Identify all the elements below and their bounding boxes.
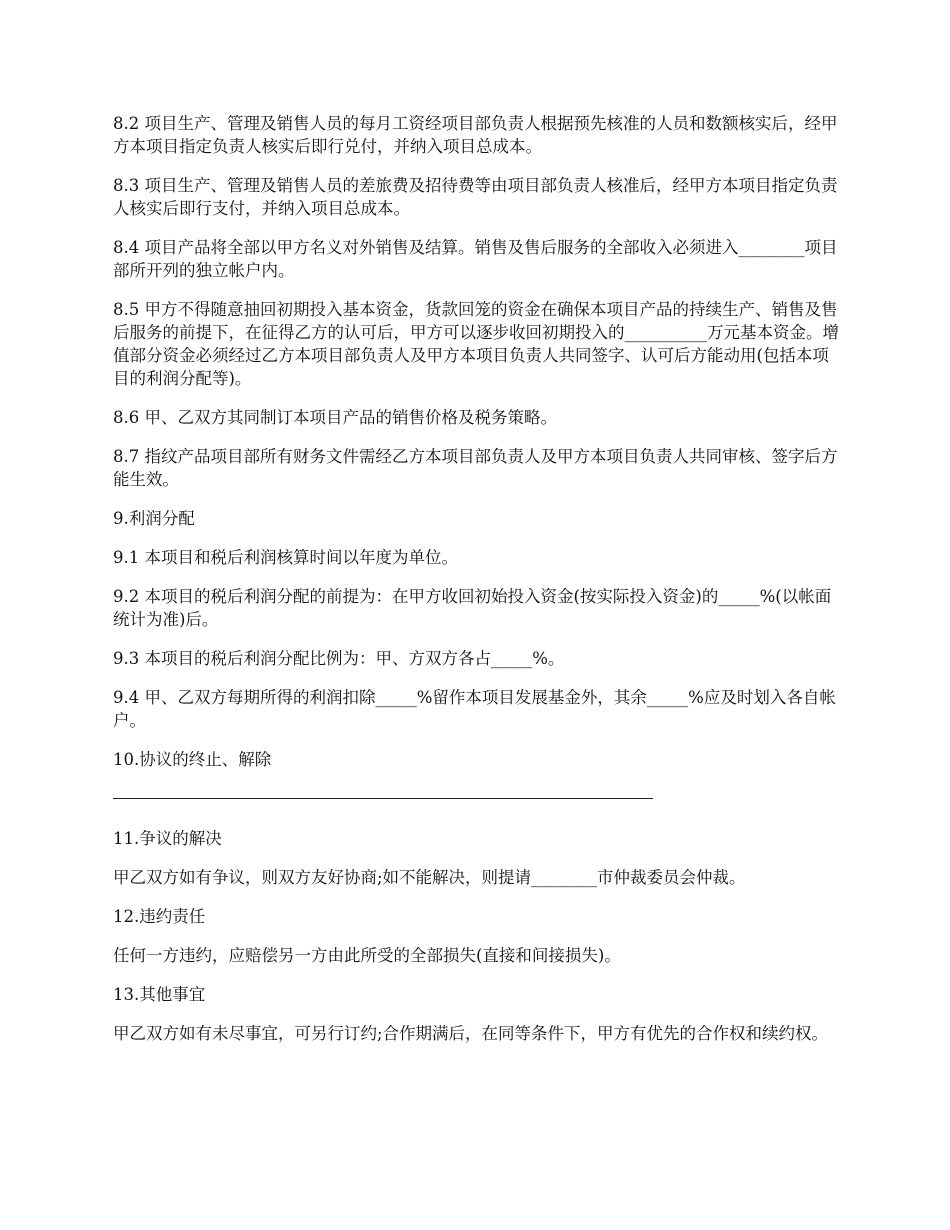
clause-9-1: 9.1 本项目和税后利润核算时间以年度为单位。 xyxy=(113,548,458,567)
clause-13-text: 甲乙双方如有未尽事宜，可另行订约;合作期满后，在同等条件下，甲方有优先的合作权和续约权。 xyxy=(113,1024,829,1043)
section-11-heading: 11.争议的解决 xyxy=(113,829,222,848)
clause-9-2: 9.2 本项目的税后利润分配的前提为：在甲方收回初始投入资金(按实际投入资金)的_____%(以帐面统计为准)后。 xyxy=(113,587,832,629)
section-9-heading: 9.利润分配 xyxy=(113,509,195,528)
section-12-heading: 12.违约责任 xyxy=(113,907,206,926)
document-page xyxy=(113,112,843,1061)
blank-fill-line xyxy=(113,797,653,799)
section-10-heading: 10.协议的终止、解除 xyxy=(113,750,272,769)
clause-8-7: 8.7 指纹产品项目部所有财务文件需经乙方本项目部负责人及甲方本项目负责人共同审核、签字后方能生效。 xyxy=(113,447,838,489)
clause-8-5: 8.5 甲方不得随意抽回初期投入基本资金，货款回笼的资金在确保本项目产品的持续生产、销售及售后服务的前提下，在征得乙方的认可后，甲方可以逐步收回初期投入的__________万元基本资金。增值部分资金必须经过乙方本项目部负责人及甲方本项目负责人共同签字、认可后方能动用(包括本项目的利润分配等)。 xyxy=(113,300,839,388)
clause-11-text: 甲乙双方如有争议，则双方友好协商;如不能解决，则提请________市仲裁委员会仲裁。 xyxy=(113,868,746,887)
clause-8-2: 8.2 项目生产、管理及销售人员的每月工资经项目部负责人根据预先核准的人员和数额核实后，经甲方本项目指定负责人核实后即行兑付，并纳入项目总成本。 xyxy=(113,114,838,156)
clause-9-3: 9.3 本项目的税后利润分配比例为：甲、方双方各占_____%。 xyxy=(113,649,565,668)
clause-12-text: 任何一方违约，应赔偿另一方由此所受的全部损失(直接和间接损失)。 xyxy=(113,946,621,965)
clause-9-4: 9.4 甲、乙双方每期所得的利润扣除_____%留作本项目发展基金外，其余_____%应及时划入各自帐户。 xyxy=(113,688,836,730)
clause-8-3: 8.3 项目生产、管理及销售人员的差旅费及招待费等由项目部负责人核准后，经甲方本项目指定负责人核实后即行支付，并纳入项目总成本。 xyxy=(113,176,838,218)
clause-8-4: 8.4 项目产品将全部以甲方名义对外销售及结算。销售及售后服务的全部收入必须进入________项目部所开列的独立帐户内。 xyxy=(113,238,838,280)
section-13-heading: 13.其他事宜 xyxy=(113,985,206,1004)
clause-8-6: 8.6 甲、乙双方其同制订本项目产品的销售价格及税务策略。 xyxy=(113,408,557,427)
